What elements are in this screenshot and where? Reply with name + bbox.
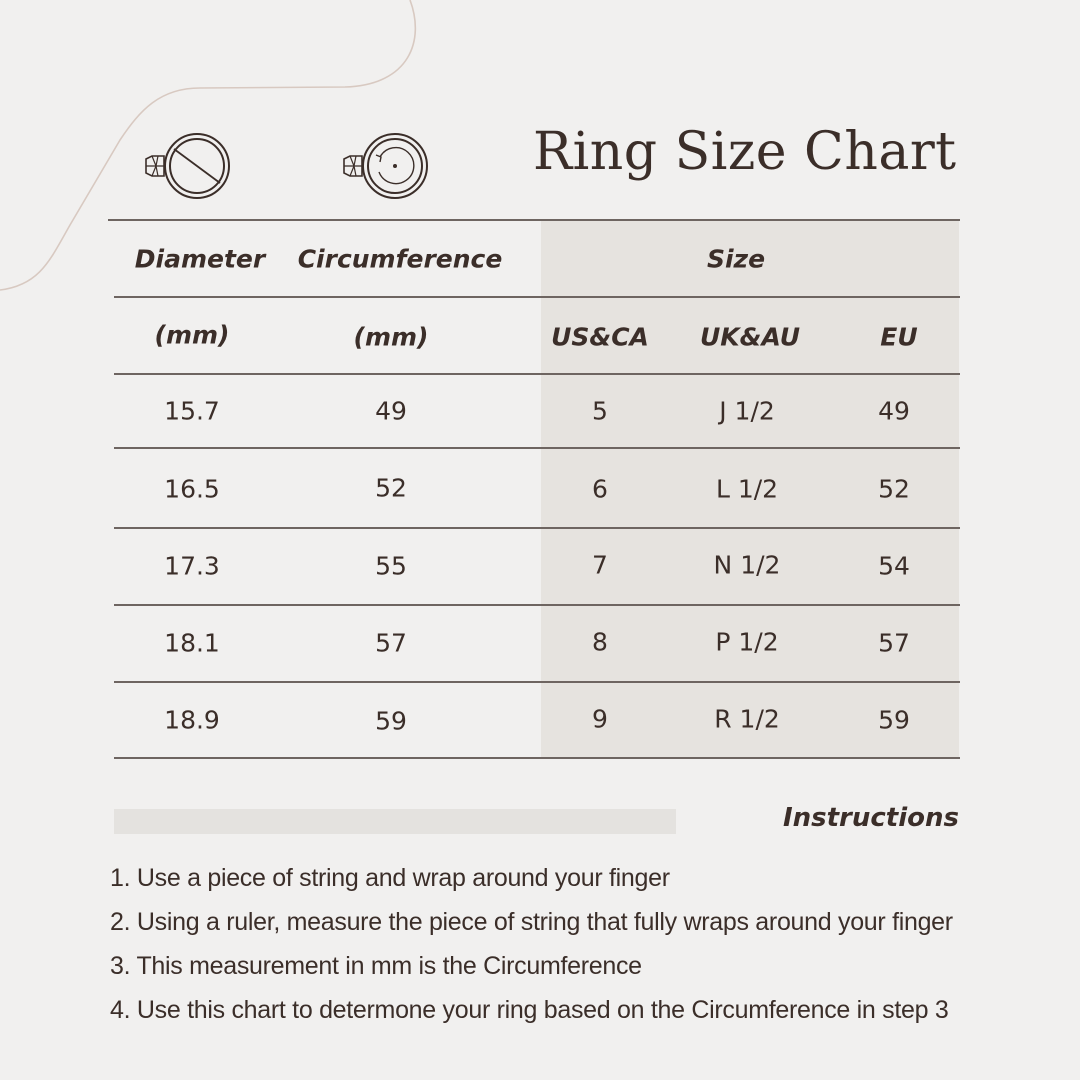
table-cell-uk-au: L 1/2 xyxy=(715,474,779,504)
table-rule xyxy=(114,527,960,529)
table-rule xyxy=(114,447,960,449)
table-cell-circumference: 57 xyxy=(375,628,407,658)
instructions-title: Instructions xyxy=(782,803,959,833)
table-cell-diameter: 18.1 xyxy=(164,628,220,658)
table-cell-diameter: 16.5 xyxy=(164,474,220,504)
table-cell-eu: 57 xyxy=(878,628,910,658)
table-cell-uk-au: J 1/2 xyxy=(719,396,775,426)
table-cell-us-ca: 8 xyxy=(592,627,608,657)
table-cell-circumference: 52 xyxy=(375,473,407,503)
table-rule xyxy=(114,296,960,298)
table-rule xyxy=(114,373,960,375)
table-cell-diameter: 18.9 xyxy=(164,705,220,735)
table-cell-diameter: 17.3 xyxy=(164,551,220,581)
table-cell-uk-au: P 1/2 xyxy=(715,627,779,657)
instructions-bar xyxy=(114,809,676,834)
instructions-list xyxy=(110,856,953,1032)
header-diameter: Diameter xyxy=(134,244,266,274)
instruction-step: 2. Using a ruler, measure the piece of string that fully wraps around your finger xyxy=(110,908,953,936)
table-cell-uk-au: N 1/2 xyxy=(713,550,781,580)
table-cell-eu: 49 xyxy=(878,396,910,426)
diameter-ring-icon xyxy=(142,131,234,201)
table-cell-circumference: 59 xyxy=(375,706,407,736)
table-bottom-rule xyxy=(114,757,960,759)
header-size: Size xyxy=(706,244,766,274)
table-cell-eu: 54 xyxy=(878,551,910,581)
header-circumference: Circumference xyxy=(297,244,503,274)
table-cell-diameter: 15.7 xyxy=(164,396,220,426)
table-cell-us-ca: 5 xyxy=(592,396,608,426)
table-cell-circumference: 49 xyxy=(375,396,407,426)
table-cell-us-ca: 6 xyxy=(592,474,608,504)
header-diameter-unit: (mm) xyxy=(154,320,230,350)
instruction-step: 1. Use a piece of string and wrap around your finger xyxy=(110,864,670,892)
table-cell-circumference: 55 xyxy=(375,551,407,581)
header-circumference-unit: (mm) xyxy=(353,322,429,352)
header-us-ca: US&CA xyxy=(551,322,649,352)
circumference-ring-icon xyxy=(340,131,432,201)
table-rule xyxy=(114,681,960,683)
table-cell-eu: 52 xyxy=(878,474,910,504)
page-title: Ring Size Chart xyxy=(533,122,957,182)
header-uk-au: UK&AU xyxy=(700,322,800,352)
table-cell-eu: 59 xyxy=(878,705,910,735)
table-cell-us-ca: 7 xyxy=(592,550,608,580)
table-rule xyxy=(114,604,960,606)
header-eu: EU xyxy=(880,322,918,352)
instruction-step: 3. This measurement in mm is the Circumference xyxy=(110,952,642,980)
table-cell-uk-au: R 1/2 xyxy=(714,704,780,734)
instruction-step: 4. Use this chart to determone your ring based on the Circumference in step 3 xyxy=(110,996,949,1024)
table-top-rule xyxy=(108,219,960,221)
table-cell-us-ca: 9 xyxy=(592,704,608,734)
